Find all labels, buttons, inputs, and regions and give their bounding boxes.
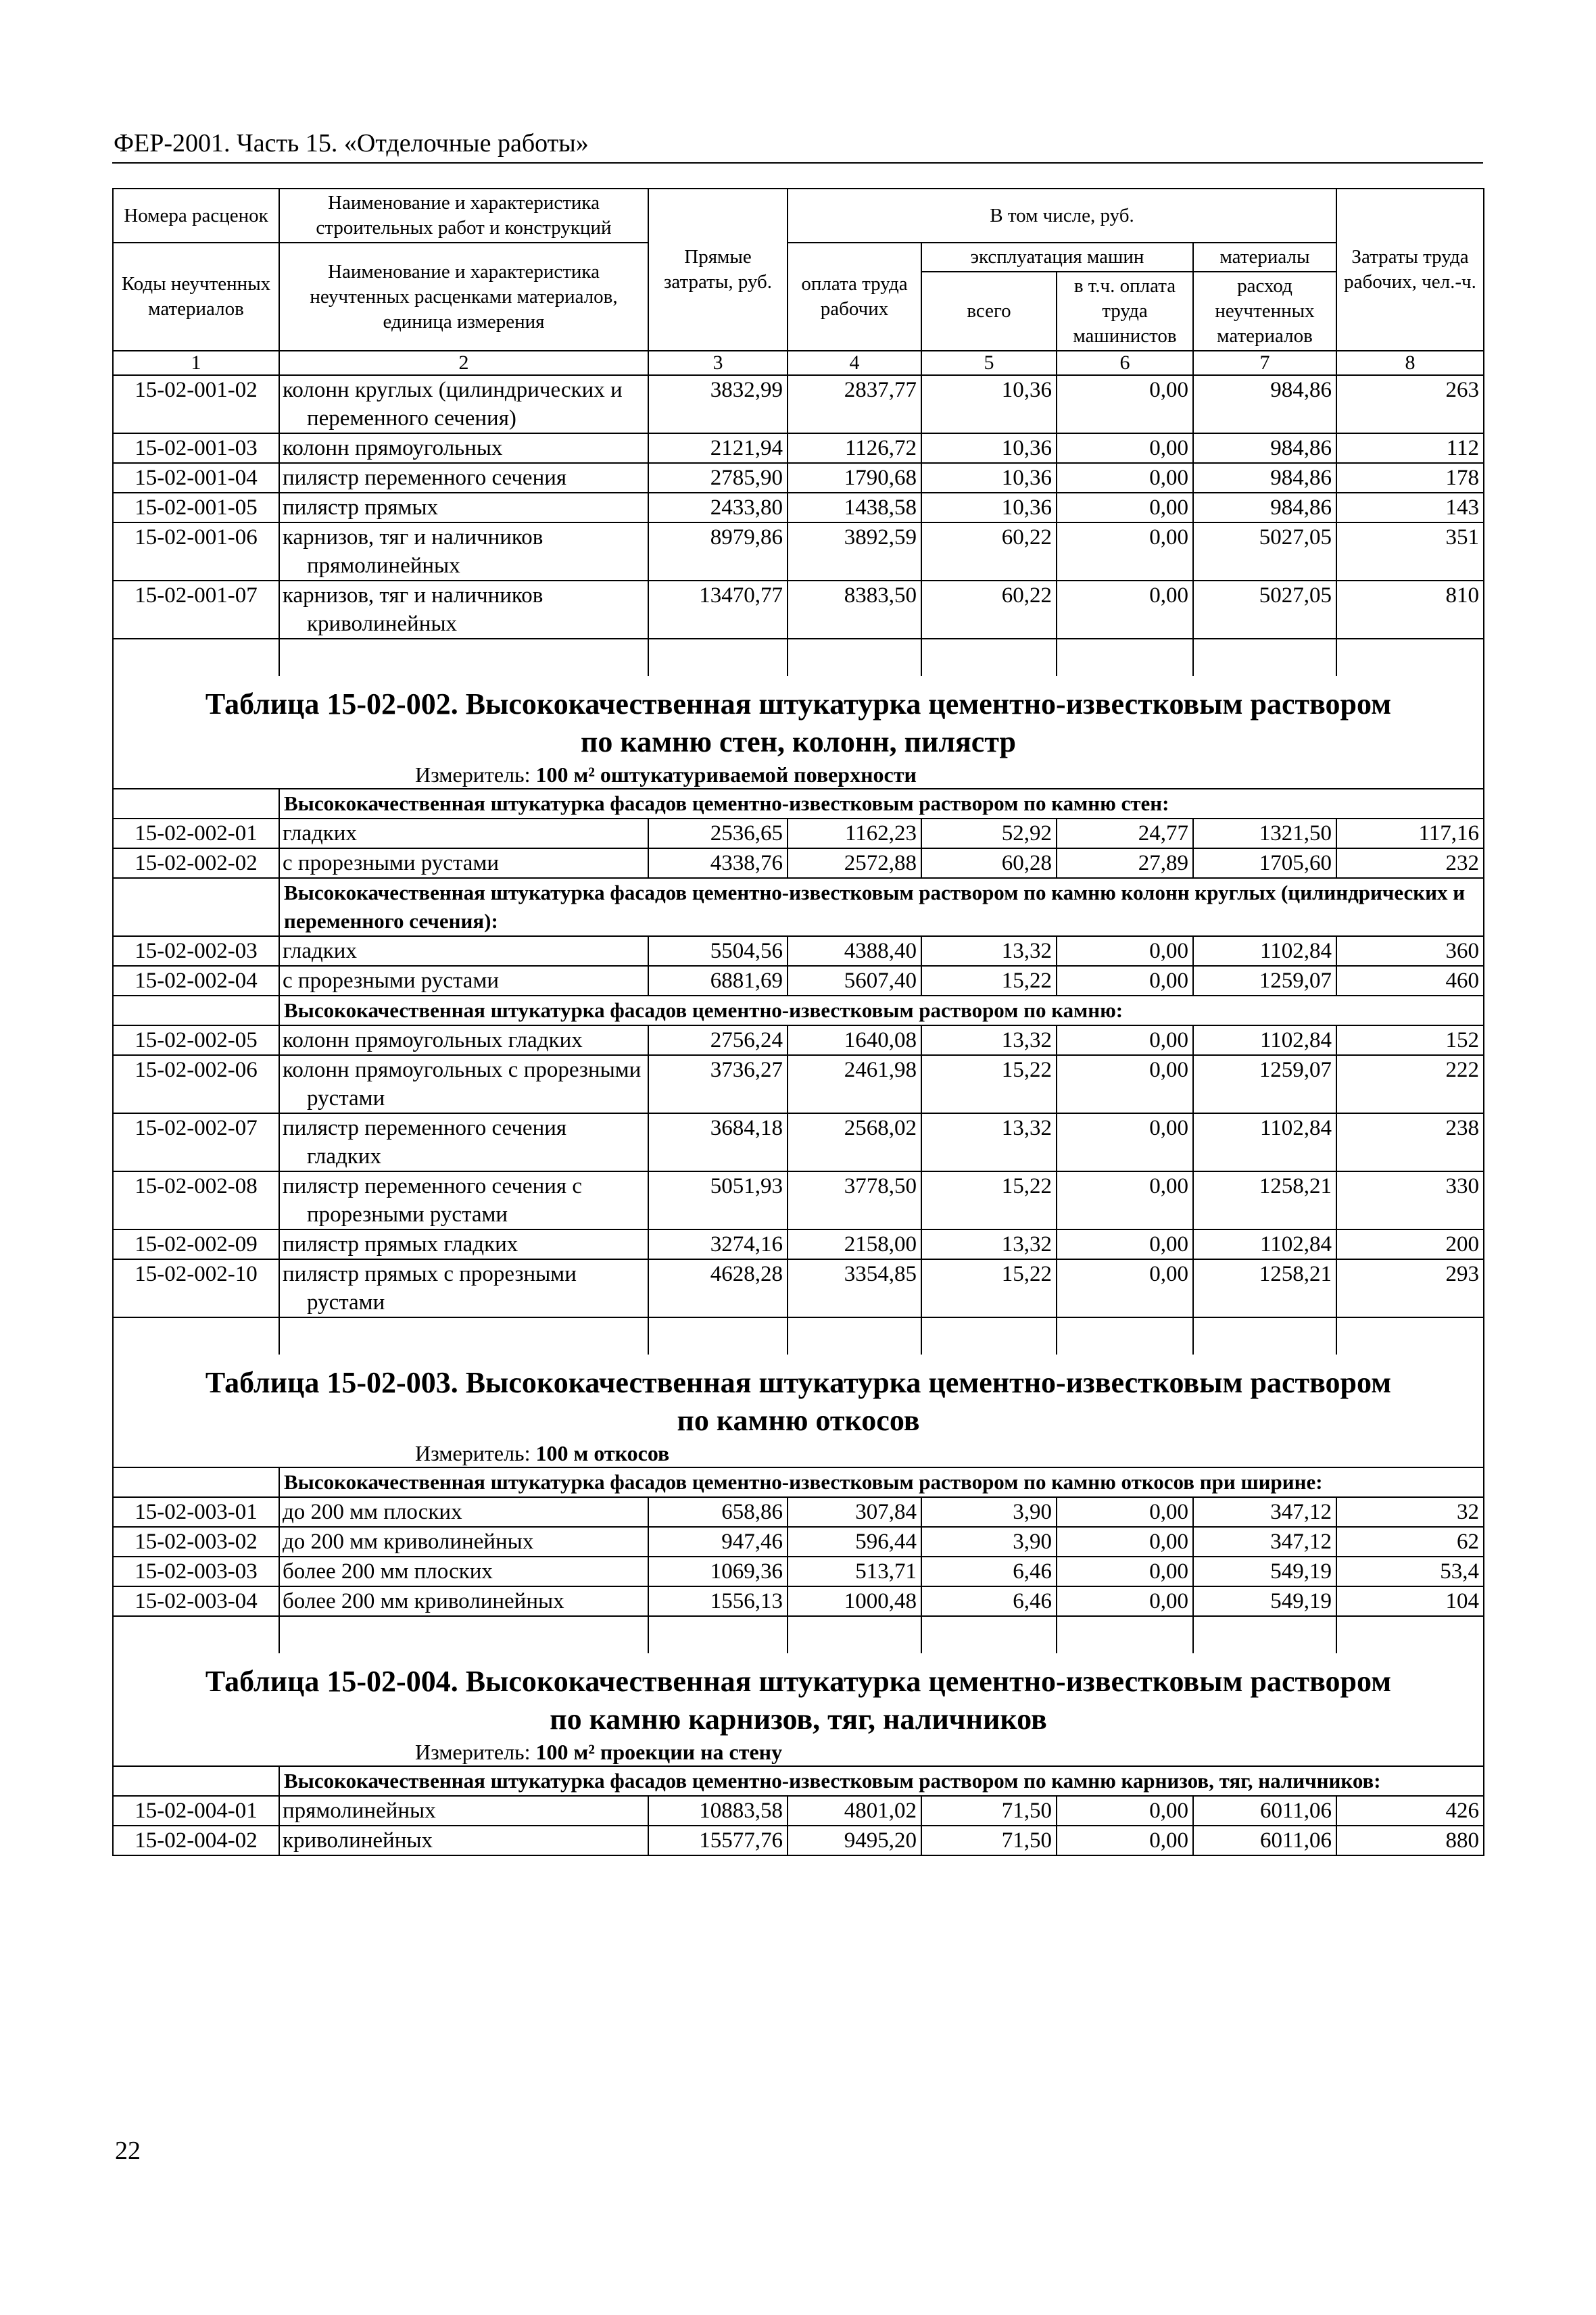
rate-code: 15-02-002-07 [113,1113,279,1171]
gap-cell [1336,1317,1484,1355]
column-number: 4 [788,351,921,375]
measurement-label: Измеритель: [415,1441,536,1465]
worker-pay: 1640,08 [788,1025,921,1055]
section-spacer [113,1467,279,1497]
machines-total: 13,32 [921,936,1057,966]
labor-hours: 32 [1336,1497,1484,1527]
material-usage: 1102,84 [1193,1229,1336,1259]
material-usage: 1102,84 [1193,936,1336,966]
worker-pay: 3778,50 [788,1171,921,1229]
machinist-pay: 0,00 [1057,1113,1193,1171]
work-name: до 200 мм плоских [279,1497,648,1527]
material-usage: 1258,21 [1193,1259,1336,1317]
column-number: 8 [1336,351,1484,375]
rate-code: 15-02-002-04 [113,966,279,996]
worker-pay: 2572,88 [788,848,921,878]
material-usage: 984,86 [1193,375,1336,433]
section-spacer [113,878,279,936]
section-row [113,789,1484,819]
material-usage: 347,12 [1193,1527,1336,1557]
worker-pay: 8383,50 [788,581,921,639]
gap-cell [113,1616,279,1653]
section-heading: Высококачественная штукатурка фасадов цементно-известковым раствором по камню стен: [279,789,1484,819]
header-material-name: Наименование и характеристика неучтенных расценками материалов, единица измерения [279,243,648,351]
rate-code: 15-02-001-05 [113,493,279,522]
table-row [113,522,1484,581]
work-name: колонн круглых (цилиндрических и переменного сечения) [279,375,648,433]
work-name: колонн прямоугольных с прорезными рустами [279,1055,648,1113]
work-name: с прорезными рустами [279,966,648,996]
labor-hours: 293 [1336,1259,1484,1317]
worker-pay: 4388,40 [788,936,921,966]
worker-pay: 2461,98 [788,1055,921,1113]
worker-pay: 2568,02 [788,1113,921,1171]
rate-code: 15-02-004-02 [113,1826,279,1855]
worker-pay: 1162,23 [788,819,921,848]
machinist-pay: 0,00 [1057,493,1193,522]
material-usage: 1102,84 [1193,1113,1336,1171]
rate-code: 15-02-002-01 [113,819,279,848]
machinist-pay: 0,00 [1057,1527,1193,1557]
gap-cell [1193,639,1336,676]
column-number: 7 [1193,351,1336,375]
material-usage: 1321,50 [1193,819,1336,848]
machines-total: 6,46 [921,1586,1057,1616]
rate-code: 15-02-001-06 [113,522,279,581]
work-name: колонн прямоугольных гладких [279,1025,648,1055]
rate-code: 15-02-002-08 [113,1171,279,1229]
table-row [113,1497,1484,1527]
direct-costs: 3736,27 [648,1055,788,1113]
direct-costs: 947,46 [648,1527,788,1557]
worker-pay: 3892,59 [788,522,921,581]
table-body [113,375,1484,1855]
labor-hours: 143 [1336,493,1484,522]
machinist-pay: 0,00 [1057,1055,1193,1113]
table-title [113,676,1484,789]
labor-hours: 152 [1336,1025,1484,1055]
table-row [113,463,1484,493]
labor-hours: 232 [1336,848,1484,878]
table-row [113,433,1484,463]
work-name: пилястр прямых с прорезными рустами [279,1259,648,1317]
machines-total: 10,36 [921,433,1057,463]
work-name: гладких [279,936,648,966]
machinist-pay: 0,00 [1057,1557,1193,1586]
section-row [113,878,1484,936]
table-gap [113,639,1484,676]
material-usage: 6011,06 [1193,1826,1336,1855]
machines-total: 15,22 [921,966,1057,996]
direct-costs: 15577,76 [648,1826,788,1855]
header-machines-total: всего [921,272,1057,351]
machines-total: 10,36 [921,463,1057,493]
rate-code: 15-02-003-03 [113,1557,279,1586]
machinist-pay: 0,00 [1057,1497,1193,1527]
worker-pay: 596,44 [788,1527,921,1557]
header-materials: материалы [1193,243,1336,272]
measurement-unit [118,1440,1479,1467]
work-name: карнизов, тяг и наличников прямолинейных [279,522,648,581]
machines-total: 10,36 [921,493,1057,522]
rates-table [112,188,1484,1856]
direct-costs: 5051,93 [648,1171,788,1229]
machines-total: 52,92 [921,819,1057,848]
material-usage: 1258,21 [1193,1171,1336,1229]
worker-pay: 2837,77 [788,375,921,433]
table-title-line: по камню откосов [677,1404,920,1437]
table-gap [113,1616,1484,1653]
table-row [113,1557,1484,1586]
machinist-pay: 0,00 [1057,966,1193,996]
work-name: колонн прямоугольных [279,433,648,463]
direct-costs: 5504,56 [648,936,788,966]
labor-hours: 460 [1336,966,1484,996]
direct-costs: 3832,99 [648,375,788,433]
table-row [113,1229,1484,1259]
labor-hours: 178 [1336,463,1484,493]
machines-total: 60,22 [921,522,1057,581]
rate-code: 15-02-002-03 [113,936,279,966]
gap-cell [113,1317,279,1355]
header-machinist-pay: в т.ч. оплата труда машинистов [1057,272,1193,351]
measurement-value: 100 м² проекции на стену [535,1740,783,1764]
column-number: 2 [279,351,648,375]
section-row [113,996,1484,1025]
work-name: с прорезными рустами [279,848,648,878]
gap-cell [921,1317,1057,1355]
rate-code: 15-02-002-10 [113,1259,279,1317]
section-heading: Высококачественная штукатурка фасадов цементно-известковым раствором по камню колонн круглых (цилиндрических и переменного сечения): [279,878,1484,936]
machinist-pay: 0,00 [1057,1586,1193,1616]
gap-cell [788,639,921,676]
direct-costs: 13470,77 [648,581,788,639]
header-material-usage: расход неучтенных материалов [1193,272,1336,351]
gap-cell [921,1616,1057,1653]
section-spacer [113,1766,279,1796]
measurement-unit [118,1738,1479,1765]
labor-hours: 53,4 [1336,1557,1484,1586]
table-title-line: Таблица 15-02-004. Высококачественная штукатурка цементно-известковым раствором [205,1665,1392,1698]
worker-pay: 9495,20 [788,1826,921,1855]
gap-cell [1193,1616,1336,1653]
worker-pay: 513,71 [788,1557,921,1586]
direct-costs: 4338,76 [648,848,788,878]
rate-code: 15-02-004-01 [113,1796,279,1826]
table-row [113,1025,1484,1055]
rate-code: 15-02-001-03 [113,433,279,463]
direct-costs: 3274,16 [648,1229,788,1259]
table-row [113,936,1484,966]
column-number: 6 [1057,351,1193,375]
measurement-label: Измеритель: [415,762,536,787]
machinist-pay: 0,00 [1057,1259,1193,1317]
machines-total: 15,22 [921,1259,1057,1317]
direct-costs: 4628,28 [648,1259,788,1317]
machinist-pay: 0,00 [1057,1796,1193,1826]
worker-pay: 1000,48 [788,1586,921,1616]
work-name: более 200 мм криволинейных [279,1586,648,1616]
machinist-pay: 24,77 [1057,819,1193,848]
machines-total: 71,50 [921,1826,1057,1855]
table-gap [113,1317,1484,1355]
table-title-line: Таблица 15-02-003. Высококачественная штукатурка цементно-известковым раствором [205,1366,1392,1399]
machines-total: 3,90 [921,1527,1057,1557]
direct-costs: 1556,13 [648,1586,788,1616]
worker-pay: 2158,00 [788,1229,921,1259]
labor-hours: 426 [1336,1796,1484,1826]
column-number: 3 [648,351,788,375]
machinist-pay: 0,00 [1057,1025,1193,1055]
table-row [113,848,1484,878]
table-row [113,493,1484,522]
material-usage: 5027,05 [1193,581,1336,639]
section-heading: Высококачественная штукатурка фасадов цементно-известковым раствором по камню: [279,996,1484,1025]
machinist-pay: 0,00 [1057,1229,1193,1259]
machines-total: 60,28 [921,848,1057,878]
table-title-line: Таблица 15-02-002. Высококачественная штукатурка цементно-известковым раствором [205,687,1392,721]
gap-cell [788,1317,921,1355]
material-usage: 347,12 [1193,1497,1336,1527]
work-name: до 200 мм криволинейных [279,1527,648,1557]
material-usage: 5027,05 [1193,522,1336,581]
machines-total: 13,32 [921,1229,1057,1259]
gap-cell [1336,1616,1484,1653]
labor-hours: 263 [1336,375,1484,433]
labor-hours: 117,16 [1336,819,1484,848]
rate-code: 15-02-003-01 [113,1497,279,1527]
direct-costs: 2756,24 [648,1025,788,1055]
machinist-pay: 0,00 [1057,375,1193,433]
header-direct-costs: Прямые затраты, руб. [648,189,788,351]
gap-cell [279,639,648,676]
machines-total: 13,32 [921,1025,1057,1055]
work-name: пилястр переменного сечения [279,463,648,493]
labor-hours: 62 [1336,1527,1484,1557]
material-usage: 1259,07 [1193,1055,1336,1113]
table-row [113,966,1484,996]
direct-costs: 2121,94 [648,433,788,463]
table-row [113,819,1484,848]
rate-code: 15-02-002-05 [113,1025,279,1055]
labor-hours: 880 [1336,1826,1484,1855]
table-title-row [113,1355,1484,1467]
machinist-pay: 27,89 [1057,848,1193,878]
material-usage: 984,86 [1193,433,1336,463]
table-title-row [113,676,1484,789]
header-including: В том числе, руб. [788,189,1336,243]
header-material-codes: Коды неучтенных материалов [113,243,279,351]
work-name: пилястр прямых гладких [279,1229,648,1259]
labor-hours: 810 [1336,581,1484,639]
material-usage: 984,86 [1193,493,1336,522]
machines-total: 10,36 [921,375,1057,433]
rate-code: 15-02-002-06 [113,1055,279,1113]
direct-costs: 10883,58 [648,1796,788,1826]
header-worker-pay: оплата труда рабочих [788,243,921,351]
work-name: пилястр прямых [279,493,648,522]
direct-costs: 6881,69 [648,966,788,996]
gap-cell [788,1616,921,1653]
direct-costs: 1069,36 [648,1557,788,1586]
worker-pay: 4801,02 [788,1796,921,1826]
section-row [113,1766,1484,1796]
labor-hours: 351 [1336,522,1484,581]
machines-total: 13,32 [921,1113,1057,1171]
labor-hours: 330 [1336,1171,1484,1229]
measurement-value: 100 м откосов [535,1441,670,1465]
table-row [113,1171,1484,1229]
machines-total: 15,22 [921,1055,1057,1113]
gap-cell [1057,1616,1193,1653]
machinist-pay: 0,00 [1057,433,1193,463]
table-row [113,1586,1484,1616]
table-row [113,1259,1484,1317]
table-header [113,189,1484,375]
table-row [113,1527,1484,1557]
section-row [113,1467,1484,1497]
material-usage: 984,86 [1193,463,1336,493]
gap-cell [1193,1317,1336,1355]
labor-hours: 200 [1336,1229,1484,1259]
material-usage: 1102,84 [1193,1025,1336,1055]
rate-code: 15-02-002-02 [113,848,279,878]
section-spacer [113,789,279,819]
section-spacer [113,996,279,1025]
machinist-pay: 0,00 [1057,463,1193,493]
work-name: более 200 мм плоских [279,1557,648,1586]
rate-code: 15-02-001-04 [113,463,279,493]
page-header: ФЕР-2001. Часть 15. «Отделочные работы» [114,129,589,157]
column-numbers-row [113,351,1484,375]
worker-pay: 3354,85 [788,1259,921,1317]
table-row [113,1113,1484,1171]
table-row [113,1055,1484,1113]
header-work-name: Наименование и характеристика строительных работ и конструкций [279,189,648,243]
table-title-row [113,1653,1484,1766]
table-row [113,581,1484,639]
machines-total: 60,22 [921,581,1057,639]
worker-pay: 5607,40 [788,966,921,996]
direct-costs: 2536,65 [648,819,788,848]
machines-total: 3,90 [921,1497,1057,1527]
gap-cell [1057,1317,1193,1355]
work-name: пилястр переменного сечения с прорезными рустами [279,1171,648,1229]
labor-hours: 238 [1336,1113,1484,1171]
machines-total: 15,22 [921,1171,1057,1229]
gap-cell [279,1317,648,1355]
header-machines: эксплуатация машин [921,243,1193,272]
machinist-pay: 0,00 [1057,522,1193,581]
measurement-label: Измеритель: [415,1740,536,1764]
gap-cell [648,639,788,676]
machinist-pay: 0,00 [1057,1826,1193,1855]
direct-costs: 2785,90 [648,463,788,493]
document-body [112,188,1483,1856]
labor-hours: 222 [1336,1055,1484,1113]
table-title [113,1355,1484,1467]
labor-hours: 104 [1336,1586,1484,1616]
gap-cell [1336,639,1484,676]
direct-costs: 8979,86 [648,522,788,581]
machinist-pay: 0,00 [1057,581,1193,639]
header-labor-hours: Затраты труда рабочих, чел.-ч. [1336,189,1484,351]
header-rate-numbers: Номера расценок [113,189,279,243]
table-title-line: по камню стен, колонн, пилястр [581,725,1016,758]
worker-pay: 1790,68 [788,463,921,493]
labor-hours: 112 [1336,433,1484,463]
labor-hours: 360 [1336,936,1484,966]
rate-code: 15-02-003-02 [113,1527,279,1557]
table-row [113,1796,1484,1826]
measurement-value: 100 м² оштукатуриваемой поверхности [535,762,917,787]
direct-costs: 3684,18 [648,1113,788,1171]
gap-cell [113,639,279,676]
column-number: 5 [921,351,1057,375]
gap-cell [648,1616,788,1653]
gap-cell [921,639,1057,676]
gap-cell [279,1616,648,1653]
machinist-pay: 0,00 [1057,1171,1193,1229]
table-title [113,1653,1484,1766]
work-name: карнизов, тяг и наличников криволинейных [279,581,648,639]
rate-code: 15-02-001-07 [113,581,279,639]
work-name: пилястр переменного сечения гладких [279,1113,648,1171]
section-heading: Высококачественная штукатурка фасадов цементно-известковым раствором по камню откосов при ширине: [279,1467,1484,1497]
header-rule [112,162,1483,164]
page-number: 22 [115,2137,141,2165]
machines-total: 71,50 [921,1796,1057,1826]
work-name: криволинейных [279,1826,648,1855]
gap-cell [648,1317,788,1355]
worker-pay: 1126,72 [788,433,921,463]
work-name: прямолинейных [279,1796,648,1826]
rate-code: 15-02-002-09 [113,1229,279,1259]
material-usage: 549,19 [1193,1586,1336,1616]
rate-code: 15-02-003-04 [113,1586,279,1616]
column-number: 1 [113,351,279,375]
direct-costs: 2433,80 [648,493,788,522]
gap-cell [1057,639,1193,676]
work-name: гладких [279,819,648,848]
table-row [113,1826,1484,1855]
material-usage: 549,19 [1193,1557,1336,1586]
material-usage: 1259,07 [1193,966,1336,996]
table-title-line: по камню карнизов, тяг, наличников [550,1703,1047,1736]
rate-code: 15-02-001-02 [113,375,279,433]
machinist-pay: 0,00 [1057,936,1193,966]
material-usage: 1705,60 [1193,848,1336,878]
measurement-unit [118,761,1479,788]
machines-total: 6,46 [921,1557,1057,1586]
worker-pay: 1438,58 [788,493,921,522]
worker-pay: 307,84 [788,1497,921,1527]
table-row [113,375,1484,433]
section-heading: Высококачественная штукатурка фасадов цементно-известковым раствором по камню карнизов, тяг, наличников: [279,1766,1484,1796]
material-usage: 6011,06 [1193,1796,1336,1826]
direct-costs: 658,86 [648,1497,788,1527]
